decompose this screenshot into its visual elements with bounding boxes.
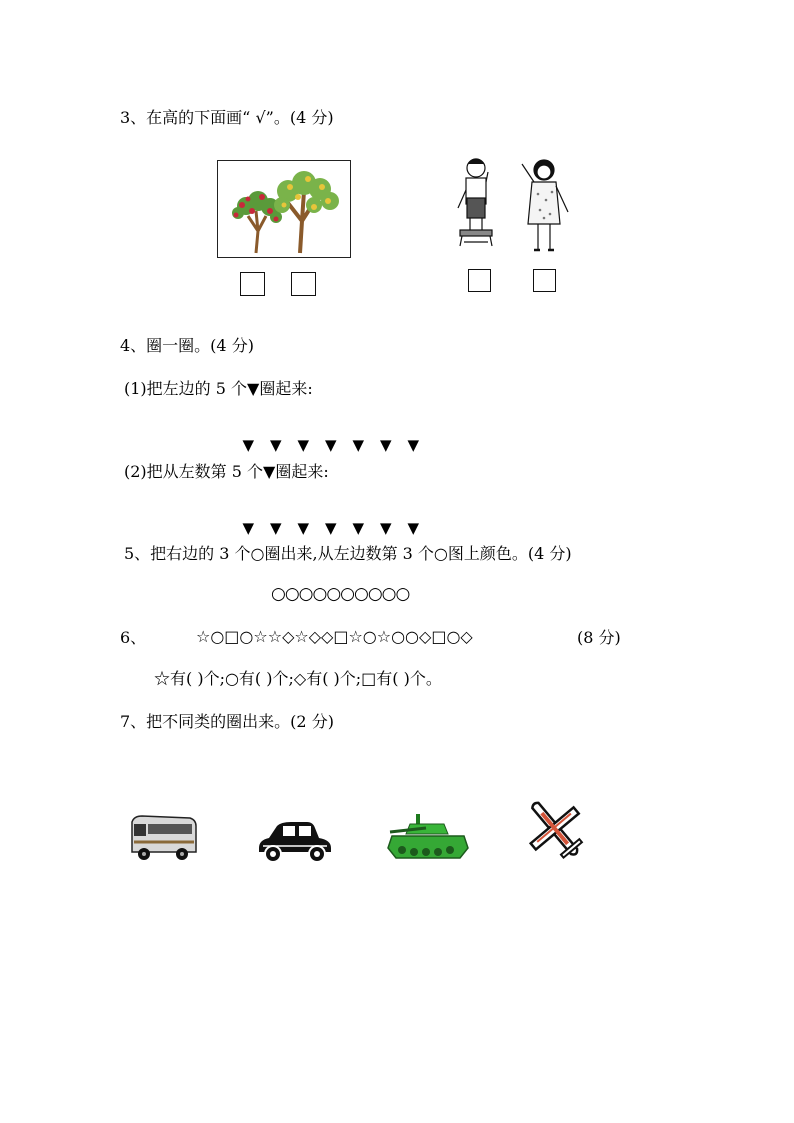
q6-answer-line: ☆有( )个;○有( )个;◇有( )个;□有( )个。 [154, 669, 442, 688]
triangle-icon[interactable]: ▼ [297, 436, 310, 454]
children-picture [444, 150, 576, 262]
q7-title: 7、把不同类的圈出来。(2 分) [120, 712, 334, 731]
shape-sequence: ☆○□○☆☆◇☆◇◇□☆○☆○○◇□○◇ [196, 627, 473, 646]
triangle-icon[interactable]: ▼ [242, 436, 255, 454]
boy-girl-icon [444, 150, 576, 262]
triangle-icon[interactable]: ▼ [352, 436, 365, 454]
trees-picture [217, 160, 351, 258]
q4-title: 4、圈一圈。(4 分) [120, 336, 254, 355]
q6-score: (8 分) [577, 628, 621, 647]
answer-box-tree-2[interactable] [291, 272, 316, 296]
triangle-icon[interactable]: ▼ [270, 436, 282, 454]
q3-title: 3、在高的下面画“ √”。(4 分) [120, 108, 334, 127]
answer-box-child-1[interactable] [468, 269, 491, 292]
answer-box-tree-1[interactable] [240, 272, 265, 296]
q6-number: 6、 [120, 628, 147, 647]
triangle-icon[interactable]: ▼ [325, 436, 337, 454]
triangle-icon[interactable]: ▼ [407, 519, 420, 537]
triangle-row-2 [233, 501, 435, 537]
q4-part2: (2)把从左数第 5 个▼圈起来: [124, 462, 329, 481]
triangle-icon[interactable]: ▼ [242, 519, 255, 537]
bus-icon[interactable] [128, 812, 198, 868]
q5-title: 5、把右边的 3 个○圈出来,从左边数第 3 个○图上颜色。(4 分) [124, 544, 572, 563]
tank-icon[interactable] [386, 808, 470, 870]
triangle-icon[interactable]: ▼ [270, 519, 282, 537]
triangle-icon[interactable]: ▼ [380, 436, 392, 454]
answer-box-child-2[interactable] [533, 269, 556, 292]
circle-row[interactable]: ○○○○○○○○○○ [271, 584, 410, 604]
airplane-icon[interactable] [524, 794, 588, 870]
apple-pear-trees-icon [218, 161, 350, 257]
triangle-icon[interactable]: ▼ [352, 519, 365, 537]
triangle-icon[interactable]: ▼ [297, 519, 310, 537]
triangle-icon[interactable]: ▼ [325, 519, 337, 537]
q4-part1: (1)把左边的 5 个▼圈起来: [124, 379, 313, 398]
triangle-icon[interactable]: ▼ [380, 519, 392, 537]
triangle-icon[interactable]: ▼ [407, 436, 420, 454]
triangle-row-1 [233, 418, 435, 454]
car-icon[interactable] [255, 818, 335, 868]
